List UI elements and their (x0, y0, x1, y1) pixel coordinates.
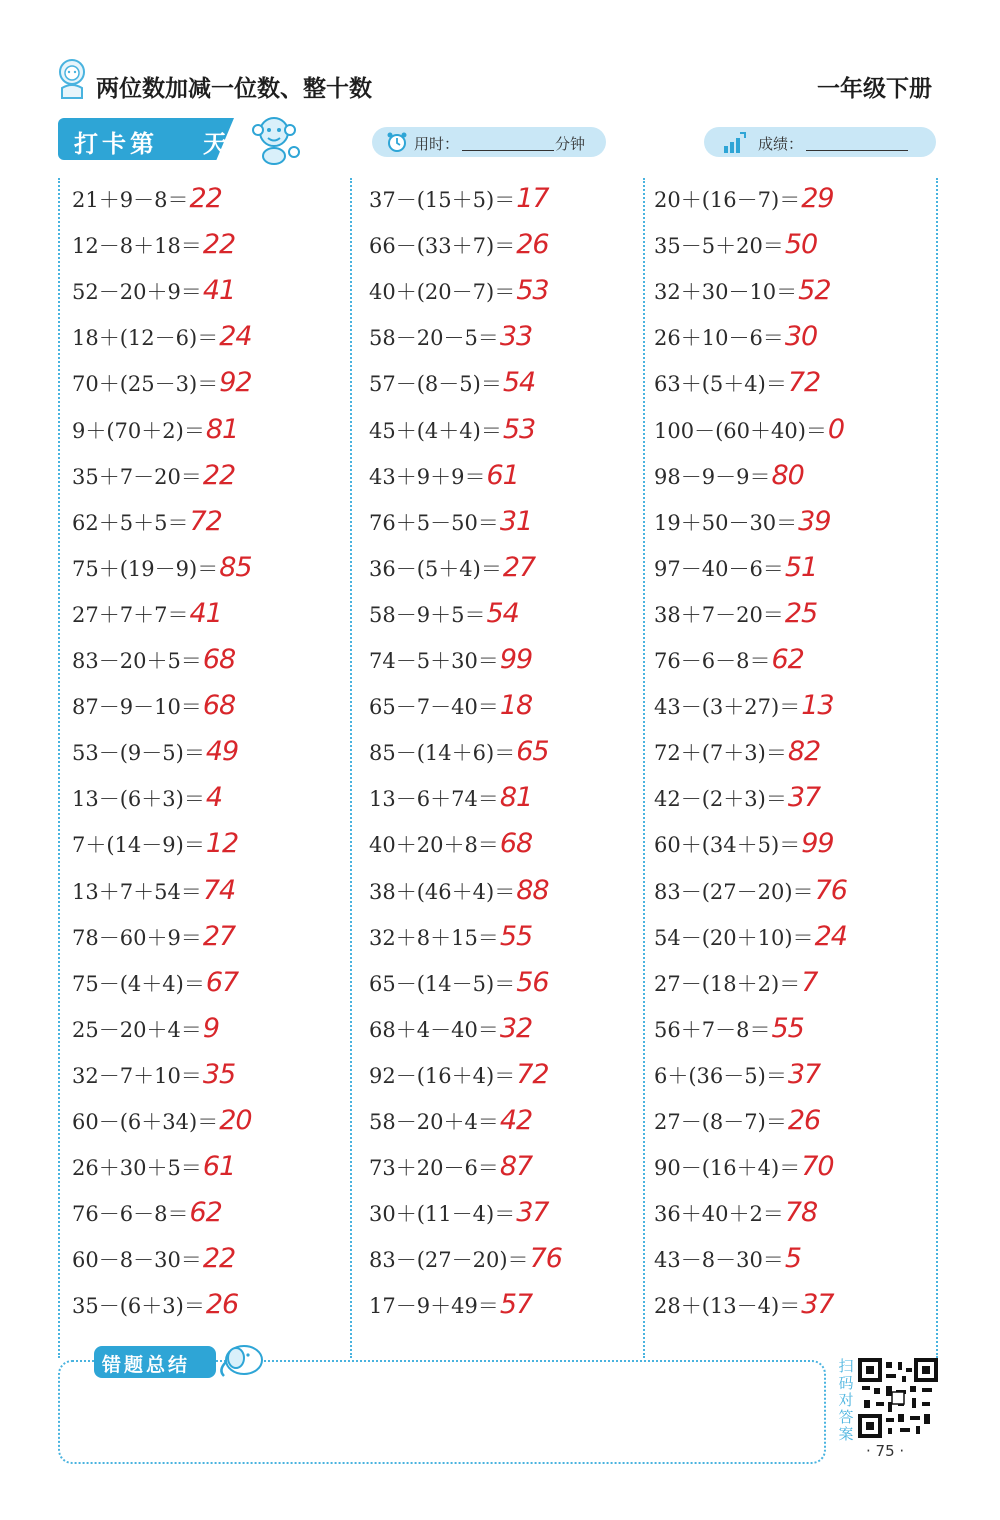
handwritten-answer: 62 (189, 1197, 222, 1228)
handwritten-answer: 78 (784, 1197, 818, 1228)
problem-row (369, 690, 533, 721)
problem-expression: 12－8＋18＝ (72, 234, 202, 258)
handwritten-answer: 68 (202, 690, 236, 721)
handwritten-answer: 26 (787, 1105, 821, 1136)
problem-row (72, 321, 252, 352)
problem-expression: 92－(16＋4)＝ (369, 1064, 516, 1088)
problem-expression: 40＋(20－7)＝ (369, 280, 516, 304)
handwritten-answer: 24 (219, 321, 252, 352)
handwritten-answer: 22 (202, 1243, 236, 1274)
problem-expression: 53－(9－5)＝ (72, 741, 205, 765)
handwritten-answer: 54 (486, 598, 519, 629)
handwritten-answer: 76 (529, 1243, 562, 1274)
handwritten-answer: 33 (499, 321, 533, 352)
problem-row (654, 828, 834, 859)
time-unit: 分钟 (555, 135, 586, 153)
problem-expression: 35－5＋20＝ (654, 234, 784, 258)
problem-expression: 42－(2＋3)＝ (654, 787, 787, 811)
problem-expression: 87－9－10＝ (72, 695, 202, 719)
problem-row (654, 321, 818, 352)
problem-expression: 13＋7＋54＝ (72, 880, 202, 904)
handwritten-answer: 41 (189, 598, 222, 629)
problem-expression: 18＋(12－6)＝ (72, 326, 219, 350)
problem-expression: 72＋(7＋3)＝ (654, 741, 787, 765)
mistake-summary-label: 错题总结 (102, 1354, 191, 1376)
alarm-clock-icon (386, 131, 408, 153)
column-divider-2 (643, 178, 645, 1358)
problem-row (369, 1151, 533, 1182)
problem-expression: 26＋30＋5＝ (72, 1156, 202, 1180)
problem-row (369, 1013, 533, 1044)
problem-expression: 45＋(4＋4)＝ (369, 419, 502, 443)
problem-row (72, 1059, 236, 1090)
problem-row (654, 598, 818, 629)
column-border-left (58, 178, 60, 1358)
problem-expression: 19＋50－30＝ (654, 511, 798, 535)
score-chart-icon (722, 130, 748, 154)
problem-expression: 76－6－8＝ (72, 1202, 189, 1226)
problem-row (369, 183, 549, 214)
handwritten-answer: 81 (205, 414, 239, 445)
problem-expression: 62＋5＋5＝ (72, 511, 189, 535)
problem-row (654, 1197, 818, 1228)
handwritten-answer: 26 (516, 229, 549, 260)
problem-row (369, 321, 533, 352)
problem-expression: 13－6＋74＝ (369, 787, 499, 811)
problem-expression: 13－(6＋3)＝ (72, 787, 205, 811)
problem-expression: 27＋7＋7＝ (72, 603, 189, 627)
handwritten-answer: 37 (801, 1289, 834, 1320)
handwritten-answer: 12 (205, 828, 239, 859)
problem-row (654, 1059, 821, 1090)
handwritten-answer: 32 (499, 1013, 533, 1044)
column-border-right (936, 178, 938, 1358)
problem-row (369, 1289, 533, 1320)
problem-row (654, 229, 818, 260)
handwritten-answer: 27 (502, 552, 536, 583)
problem-expression: 98－9－9＝ (654, 465, 771, 489)
handwritten-answer: 26 (205, 1289, 239, 1320)
handwritten-answer: 5 (784, 1243, 801, 1274)
problem-expression: 58－20－5＝ (369, 326, 499, 350)
handwritten-answer: 88 (516, 875, 549, 906)
score-input-line[interactable] (806, 150, 908, 151)
problem-row (654, 414, 845, 445)
lion-logo-icon (56, 58, 88, 100)
problem-expression: 32＋30－10＝ (654, 280, 798, 304)
handwritten-answer: 22 (189, 183, 222, 214)
problem-row (654, 690, 834, 721)
handwritten-answer: 68 (499, 828, 533, 859)
problem-row (654, 183, 834, 214)
problem-expression: 63＋(5＋4)＝ (654, 372, 787, 396)
problem-expression: 83－20＋5＝ (72, 649, 202, 673)
problem-row (369, 275, 549, 306)
handwritten-answer: 53 (516, 275, 549, 306)
problem-expression: 60－8－30＝ (72, 1248, 202, 1272)
handwritten-answer: 25 (784, 598, 818, 629)
handwritten-answer: 68 (202, 644, 236, 675)
problem-row (654, 460, 804, 491)
problem-expression: 43＋9＋9＝ (369, 465, 486, 489)
handwritten-answer: 37 (516, 1197, 549, 1228)
handwritten-answer: 27 (202, 921, 236, 952)
problem-row (654, 644, 804, 675)
handwritten-answer: 57 (499, 1289, 533, 1320)
problem-expression: 37－(15＋5)＝ (369, 188, 516, 212)
problem-row (369, 736, 549, 767)
problem-expression: 27－(18＋2)＝ (654, 972, 801, 996)
handwritten-answer: 53 (502, 414, 536, 445)
handwritten-answer: 35 (202, 1059, 236, 1090)
problem-expression: 66－(33＋7)＝ (369, 234, 516, 258)
problem-expression: 32－7＋10＝ (72, 1064, 202, 1088)
handwritten-answer: 22 (202, 460, 236, 491)
problem-row (72, 921, 236, 952)
problem-row (369, 967, 549, 998)
problem-expression: 6＋(36－5)＝ (654, 1064, 787, 1088)
problem-expression: 76＋5－50＝ (369, 511, 499, 535)
handwritten-answer: 50 (784, 229, 818, 260)
problem-row (654, 506, 831, 537)
handwritten-answer: 9 (202, 1013, 219, 1044)
problem-row (72, 1197, 222, 1228)
problem-row (369, 414, 536, 445)
checkin-day-unit: 天 (203, 130, 227, 158)
problem-expression: 25－20＋4＝ (72, 1018, 202, 1042)
problem-row (369, 552, 536, 583)
page-number: · 75 · (866, 1442, 905, 1460)
problem-row (654, 1105, 821, 1136)
problem-row (654, 736, 821, 767)
problem-expression: 57－(8－5)＝ (369, 372, 502, 396)
problem-row (72, 506, 222, 537)
handwritten-answer: 24 (814, 921, 847, 952)
handwritten-answer: 55 (771, 1013, 804, 1044)
problem-expression: 65－7－40＝ (369, 695, 499, 719)
handwritten-answer: 49 (205, 736, 239, 767)
handwritten-answer: 29 (801, 183, 834, 214)
problem-row (72, 1013, 219, 1044)
problem-row (369, 921, 533, 952)
handwritten-answer: 76 (814, 875, 847, 906)
qr-code-icon[interactable] (858, 1358, 938, 1438)
problem-row (72, 967, 239, 998)
problem-row (654, 552, 818, 583)
problem-row (72, 229, 236, 260)
problem-row (369, 1197, 549, 1228)
problem-row (72, 552, 252, 583)
problem-row (369, 1059, 549, 1090)
handwritten-answer: 52 (798, 275, 831, 306)
handwritten-answer: 74 (202, 875, 236, 906)
time-input-line[interactable] (462, 150, 554, 151)
handwritten-answer: 65 (516, 736, 549, 767)
handwritten-answer: 42 (499, 1105, 533, 1136)
problem-expression: 38＋7－20＝ (654, 603, 784, 627)
problem-row (72, 414, 239, 445)
handwritten-answer: 54 (502, 367, 536, 398)
problem-row (72, 275, 236, 306)
handwritten-answer: 0 (827, 414, 845, 445)
problem-row (72, 598, 222, 629)
problem-expression: 58－9＋5＝ (369, 603, 486, 627)
problem-expression: 40＋20＋8＝ (369, 833, 499, 857)
handwritten-answer: 56 (516, 967, 549, 998)
problem-row (72, 690, 236, 721)
problem-row (72, 1151, 236, 1182)
problem-row (654, 367, 821, 398)
handwritten-answer: 22 (202, 229, 236, 260)
problem-row (654, 1243, 801, 1274)
problem-row (369, 460, 519, 491)
problem-row (72, 875, 236, 906)
problem-expression: 85－(14＋6)＝ (369, 741, 516, 765)
handwritten-answer: 61 (486, 460, 519, 491)
problem-row (369, 1105, 533, 1136)
problem-expression: 43－(3＋27)＝ (654, 695, 801, 719)
score-label: 成绩： (758, 135, 804, 153)
problem-row (654, 275, 831, 306)
problem-expression: 97－40－6＝ (654, 557, 784, 581)
handwritten-answer: 61 (202, 1151, 236, 1182)
monkey-mascot-icon (246, 112, 302, 166)
handwritten-answer: 70 (801, 1151, 834, 1182)
column-divider-1 (350, 178, 352, 1358)
problem-expression: 68＋4－40＝ (369, 1018, 499, 1042)
problem-expression: 70＋(25－3)＝ (72, 372, 219, 396)
handwritten-answer: 81 (499, 782, 533, 813)
problem-expression: 36－(5＋4)＝ (369, 557, 502, 581)
problem-row (654, 875, 847, 906)
problem-expression: 54－(20＋10)＝ (654, 926, 814, 950)
grade-label: 一年级下册 (817, 76, 932, 102)
problem-expression: 20＋(16－7)＝ (654, 188, 801, 212)
handwritten-answer: 18 (499, 690, 533, 721)
handwritten-answer: 37 (787, 782, 821, 813)
handwritten-answer: 31 (499, 506, 533, 537)
problem-expression: 75－(4＋4)＝ (72, 972, 205, 996)
problem-row (369, 644, 533, 675)
problem-row (369, 367, 536, 398)
problem-expression: 90－(16＋4)＝ (654, 1156, 801, 1180)
problem-expression: 9＋(70＋2)＝ (72, 419, 205, 443)
handwritten-answer: 92 (219, 367, 252, 398)
problem-row (369, 506, 533, 537)
problem-row (72, 828, 239, 859)
problem-row (72, 644, 236, 675)
problem-expression: 30＋(11－4)＝ (369, 1202, 516, 1226)
problem-row (654, 1013, 804, 1044)
problem-expression: 83－(27－20)＝ (654, 880, 814, 904)
problem-row (369, 598, 519, 629)
handwritten-answer: 20 (219, 1105, 252, 1136)
problem-row (72, 367, 252, 398)
problem-row (654, 1289, 834, 1320)
page-title: 两位数加减一位数、整十数 (96, 76, 372, 102)
problem-expression: 17－9＋49＝ (369, 1294, 499, 1318)
problem-expression: 35＋7－20＝ (72, 465, 202, 489)
handwritten-answer: 62 (771, 644, 804, 675)
problem-expression: 26＋10－6＝ (654, 326, 784, 350)
problem-expression: 73＋20－6＝ (369, 1156, 499, 1180)
handwritten-answer: 39 (798, 506, 831, 537)
problem-expression: 78－60＋9＝ (72, 926, 202, 950)
handwritten-answer: 13 (801, 690, 834, 721)
handwritten-answer: 87 (499, 1151, 533, 1182)
problem-expression: 32＋8＋15＝ (369, 926, 499, 950)
problem-row (654, 967, 818, 998)
handwritten-answer: 4 (205, 782, 223, 813)
problem-row (72, 782, 223, 813)
handwritten-answer: 72 (189, 506, 222, 537)
problem-row (72, 460, 236, 491)
problem-expression: 28＋(13－4)＝ (654, 1294, 801, 1318)
problem-expression: 60－(6＋34)＝ (72, 1110, 219, 1134)
problem-expression: 43－8－30＝ (654, 1248, 784, 1272)
handwritten-answer: 80 (771, 460, 804, 491)
problem-row (369, 875, 549, 906)
problem-row (72, 183, 222, 214)
handwritten-answer: 17 (516, 183, 549, 214)
handwritten-answer: 85 (219, 552, 252, 583)
handwritten-answer: 7 (801, 967, 818, 998)
problem-expression: 65－(14－5)＝ (369, 972, 516, 996)
time-label: 用时： (414, 135, 460, 153)
problem-expression: 52－20＋9＝ (72, 280, 202, 304)
problem-row (369, 1243, 562, 1274)
handwritten-answer: 55 (499, 921, 533, 952)
handwritten-answer: 30 (784, 321, 818, 352)
problem-expression: 27－(8－7)＝ (654, 1110, 787, 1134)
problem-row (369, 828, 533, 859)
problem-expression: 75＋(19－9)＝ (72, 557, 219, 581)
problem-row (72, 736, 239, 767)
problem-row (654, 782, 821, 813)
problem-row (369, 782, 533, 813)
problem-expression: 76－6－8＝ (654, 649, 771, 673)
handwritten-answer: 72 (516, 1059, 549, 1090)
problem-expression: 21＋9－8＝ (72, 188, 189, 212)
problem-expression: 36＋40＋2＝ (654, 1202, 784, 1226)
handwritten-answer: 37 (787, 1059, 821, 1090)
problem-row (72, 1105, 252, 1136)
problem-row (654, 921, 847, 952)
handwritten-answer: 99 (801, 828, 834, 859)
problem-expression: 60＋(34＋5)＝ (654, 833, 801, 857)
handwritten-answer: 72 (787, 367, 821, 398)
handwritten-answer: 51 (784, 552, 818, 583)
problem-row (369, 229, 549, 260)
problem-expression: 100－(60＋40)＝ (654, 419, 827, 443)
handwritten-answer: 41 (202, 275, 236, 306)
problem-expression: 38＋(46＋4)＝ (369, 880, 516, 904)
problem-expression: 56＋7－8＝ (654, 1018, 771, 1042)
problem-expression: 74－5＋30＝ (369, 649, 499, 673)
handwritten-answer: 99 (499, 644, 533, 675)
problem-row (654, 1151, 834, 1182)
elephant-icon (214, 1340, 268, 1380)
problem-row (72, 1289, 239, 1320)
handwritten-answer: 82 (787, 736, 821, 767)
handwritten-answer: 67 (205, 967, 239, 998)
problem-expression: 35－(6＋3)＝ (72, 1294, 205, 1318)
scan-for-answers-label: 扫码对答案 (838, 1357, 854, 1443)
problem-expression: 58－20＋4＝ (369, 1110, 499, 1134)
problem-row (72, 1243, 236, 1274)
checkin-label: 打卡第 (74, 130, 158, 158)
problem-expression: 7＋(14－9)＝ (72, 833, 205, 857)
problem-expression: 83－(27－20)＝ (369, 1248, 529, 1272)
